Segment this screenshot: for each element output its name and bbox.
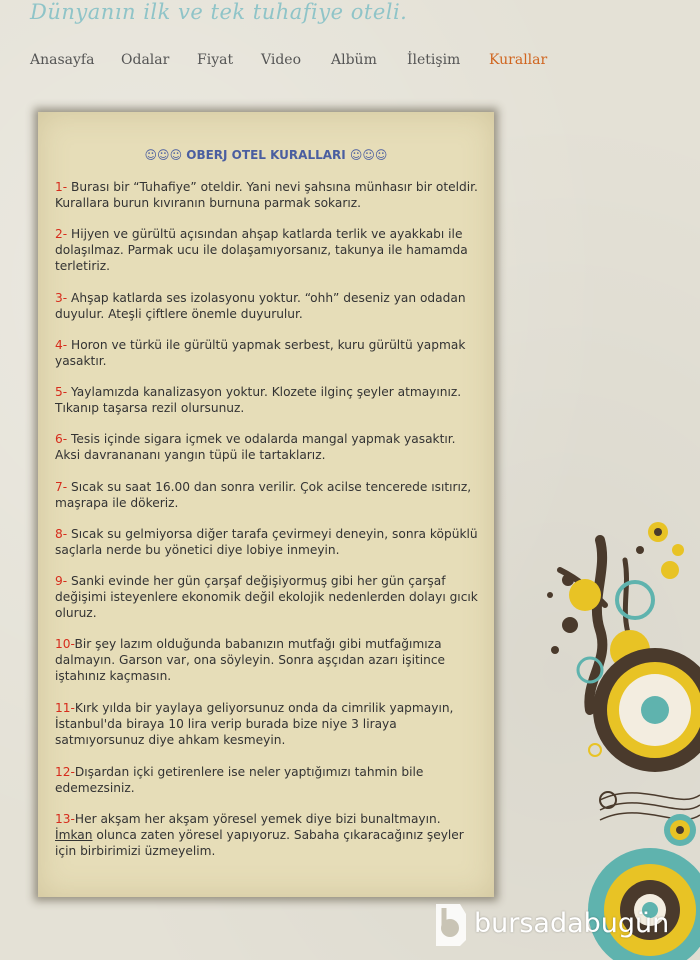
rule-number: 2- [55, 227, 68, 241]
rule-item-5 [55, 384, 480, 416]
rule-text: Sıcak su gelmiyorsa diğer tarafa çevirmeyi deneyin, sonra köpüklü saçlarla nerde bu yönetici diye lobiye inmeyin. [55, 527, 478, 557]
rule-item-8 [55, 526, 480, 558]
rule-item-4 [55, 337, 480, 369]
decorative-swirl-art [530, 510, 700, 960]
rule-text: Bir şey lazım olduğunda babanızın mutfağı gibi mutfağımıza dalmayın. Garson var, ona söyleyin. Sonra aşçıdan azarı işitince iştahınız kaçmasın. [55, 637, 446, 683]
rule-number: 10- [55, 637, 75, 651]
rule-text-pre: Her akşam her akşam yöresel yemek diye bizi bunaltmayın. [74, 812, 441, 826]
rule-item-12 [55, 764, 480, 796]
imkan-link[interactable]: İmkan [55, 828, 93, 842]
rule-item-11 [55, 700, 480, 748]
rule-item-3 [55, 290, 480, 322]
rule-text-post: olunca zaten yöresel yapıyoruz. Sabaha çıkaracağınız şeyler için birbirimizi üzmeyelim. [55, 828, 464, 858]
rule-text: Burası bir “Tuhafiye” oteldir. Yani nevi şahsına münhasır bir oteldir. Kurallara burun kıvıranın burnuna parmak sokarız. [55, 180, 478, 210]
rule-number: 11- [55, 701, 75, 715]
nav-item-kurallar[interactable]: Kurallar [489, 52, 548, 68]
rule-number: 8- [55, 527, 68, 541]
rule-item-13 [55, 811, 480, 859]
rule-number: 7- [55, 480, 68, 494]
nav-item-fiyat[interactable]: Fiyat [197, 52, 234, 68]
rule-text: Tesis içinde sigara içmek ve odalarda mangal yapmak yasaktır. Aksi davranananı yangın tüpü ile tartaklarız. [55, 432, 456, 462]
watermark-logo-icon [430, 900, 470, 948]
rule-number: 1- [55, 180, 68, 194]
rule-item-9 [55, 573, 480, 621]
rule-item-6 [55, 431, 480, 463]
rule-text: Dışardan içki getirenlere ise neler yaptığımızı tahmin bile edemezsiniz. [55, 765, 424, 795]
nav-item-iletisim[interactable]: İletişim [407, 52, 461, 68]
rule-number: 5- [55, 385, 68, 399]
rule-item-10 [55, 636, 480, 684]
rule-number: 13- [55, 812, 75, 826]
nav-item-video[interactable]: Video [261, 52, 302, 68]
rule-item-1 [55, 179, 480, 211]
nav-item-odalar[interactable]: Odalar [121, 52, 170, 68]
rule-number: 3- [55, 291, 68, 305]
rule-text: Yaylamızda kanalizasyon yoktur. Klozete ilginç şeyler atmayınız. Tıkanıp taşarsa rezil olursunuz. [55, 385, 462, 415]
site-tagline: Dünyanın ilk ve tek tuhafiye oteli. [30, 0, 408, 24]
rule-text: Sıcak su saat 16.00 dan sonra verilir. Çok acilse tencerede ısıtırız, maşrapa ile dökeriz. [55, 480, 472, 510]
rule-number: 12- [55, 765, 75, 779]
rule-number: 4- [55, 338, 68, 352]
rule-text: Kırk yılda bir yaylaya geliyorsunuz onda da cimrilik yapmayın, İstanbul'da biraya 10 lira verip burada bize niye 3 liraya satmıyorsunuz diye ahkam kesmeyin. [55, 701, 454, 747]
rules-title: ☺☺☺ OBERJ OTEL KURALLARI ☺☺☺ [144, 148, 388, 162]
rule-text: Hijyen ve gürültü açısından ahşap katlarda terlik ve ayakkabı ile dolaşılmaz. Parmak ucu ile dolaşamıyorsanız, takunya ile hamamda terletiriz. [55, 227, 468, 273]
rule-item-7 [55, 479, 480, 511]
rule-text: Horon ve türkü ile gürültü yapmak serbest, kuru gürültü yapmak yasaktır. [55, 338, 466, 368]
watermark-text: bursadabugün [474, 908, 670, 939]
rule-text: Sanki evinde her gün çarşaf değişiyormuş gibi her gün çarşaf değişimi isteyenlere ekonomik değil ekolojik nedenlerden dolayı gıcık oluruz. [55, 574, 478, 620]
rule-number: 9- [55, 574, 68, 588]
rule-text: Ahşap katlarda ses izolasyonu yoktur. “ohh” deseniz yan odadan duyulur. Ateşli çiftlere önemle duyurulur. [55, 291, 466, 321]
rule-number: 6- [55, 432, 68, 446]
nav-item-album[interactable]: Albüm [331, 52, 377, 68]
nav-item-anasayfa[interactable]: Anasayfa [30, 52, 95, 68]
rule-item-2 [55, 226, 480, 274]
